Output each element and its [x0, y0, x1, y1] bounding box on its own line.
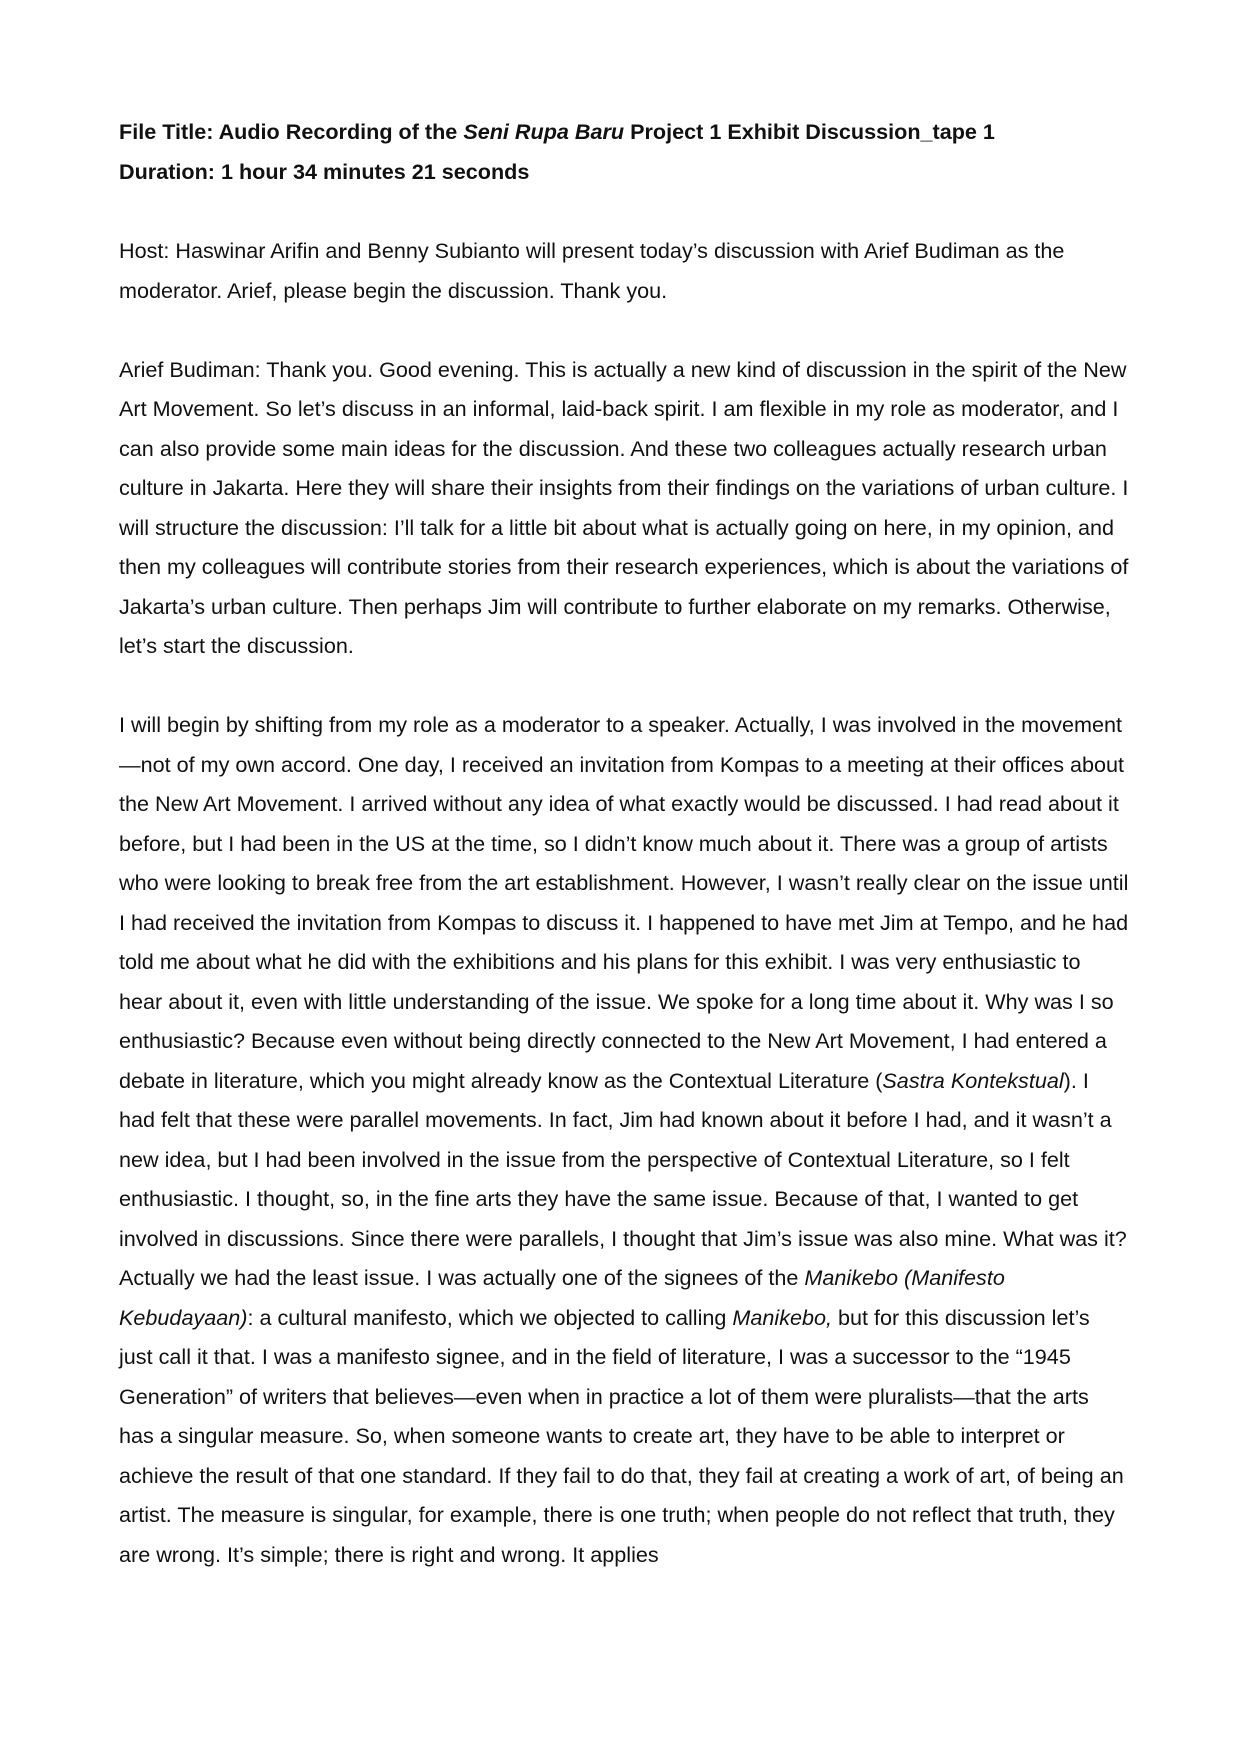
body-paragraph: [119, 705, 1129, 1574]
italic-term: Sastra Kontekstual: [882, 1067, 1064, 1093]
host-paragraph: Host: Haswinar Arifin and Benny Subianto will present today’s discussion with Arief Budiman as the moderator. Arief, please begin the discussion. Thank you.: [119, 238, 1065, 303]
body-text-segment: but for this discussion let’s just call it that. I was a manifesto signee, and in the field of literature, I was a successor to the “1945 Generation” of writers that believes—even when in practice a lot of them were pluralists—that the arts has a singular measure. So, when someone wants to create art, they have to be able to interpret or achieve the result of that one standard. If they fail to do that, they fail at creating a work of art, of being an artist. The measure is singular, for example, there is one truth; when people do not reflect that truth, they are wrong. It’s simple; there is right and wrong. It applies: [119, 1304, 1124, 1567]
duration: Duration: 1 hour 34 minutes 21 seconds: [119, 158, 530, 184]
body-text-segment: I will begin by shifting from my role as a moderator to a speaker. Actually, I was involved in the movement—not of my own accord. One day, I received an invitation from Kompas to a meeting at their offices about the New Art Movement. I arrived without any idea of what exactly would be discussed. I had read about it before, but I had been in the US at the time, so I didn’t know much about it. There was a group of artists who were looking to break free from the art establishment. However, I wasn’t really clear on the issue until I had received the invitation from Kompas to discuss it. I happened to have met Jim at Tempo, and he had told me about what he did with the exhibitions and his plans for this exhibit. I was very enthusiastic to hear about it, even with little understanding of the issue. We spoke for a long time about it. Why was I so enthusiastic? Because even without being directly connected to the New Art Movement, I had entered a debate in literature, which you might already know as the Contextual Literature (: [119, 712, 1129, 1093]
document-page: [119, 112, 1129, 1614]
arief-intro-paragraph: Arief Budiman: Thank you. Good evening. This is actually a new kind of discussion in the spirit of the New Art Movement. So let’s discuss in an informal, laid-back spirit. I am flexible in my role as moderator, and I can also provide some main ideas for the discussion. And these two colleagues actually research urban culture in Jakarta. Here they will share their insights from their findings on the variations of urban culture. I will structure the discussion: I’ll talk for a little bit about what is actually going on here, in my opinion, and then my colleagues will contribute stories from their research experiences, which is about the variations of Jakarta’s urban culture. Then perhaps Jim will contribute to further elaborate on my remarks. Otherwise, let’s start the discussion.: [119, 356, 1129, 658]
italic-term: Manikebo,: [732, 1304, 833, 1330]
body-text-segment: ). I had felt that these were parallel movements. In fact, Jim had known about it before I had, and it wasn’t a new idea, but I had been involved in the issue from the perspective of Contextual Literature, so I felt enthusiastic. I thought, so, in the fine arts they have the same issue. Because of that, I wanted to get involved in discussions. Since there were parallels, I thought that Jim’s issue was also mine. What was it? Actually we had the least issue. I was actually one of the signees of the: [119, 1067, 1127, 1290]
italic-term: Manikebo (Manifesto Kebudayaan): [119, 1265, 1005, 1330]
file-title: [119, 112, 1129, 152]
file-title-italic: Seni Rupa Baru: [463, 119, 625, 144]
document-header: [119, 112, 1129, 191]
file-title-suffix: Project 1 Exhibit Discussion_tape 1: [624, 119, 995, 144]
file-title-prefix: File Title: Audio Recording of the: [119, 119, 464, 144]
body-text-segment: : a cultural manifesto, which we objected to calling: [247, 1304, 733, 1330]
